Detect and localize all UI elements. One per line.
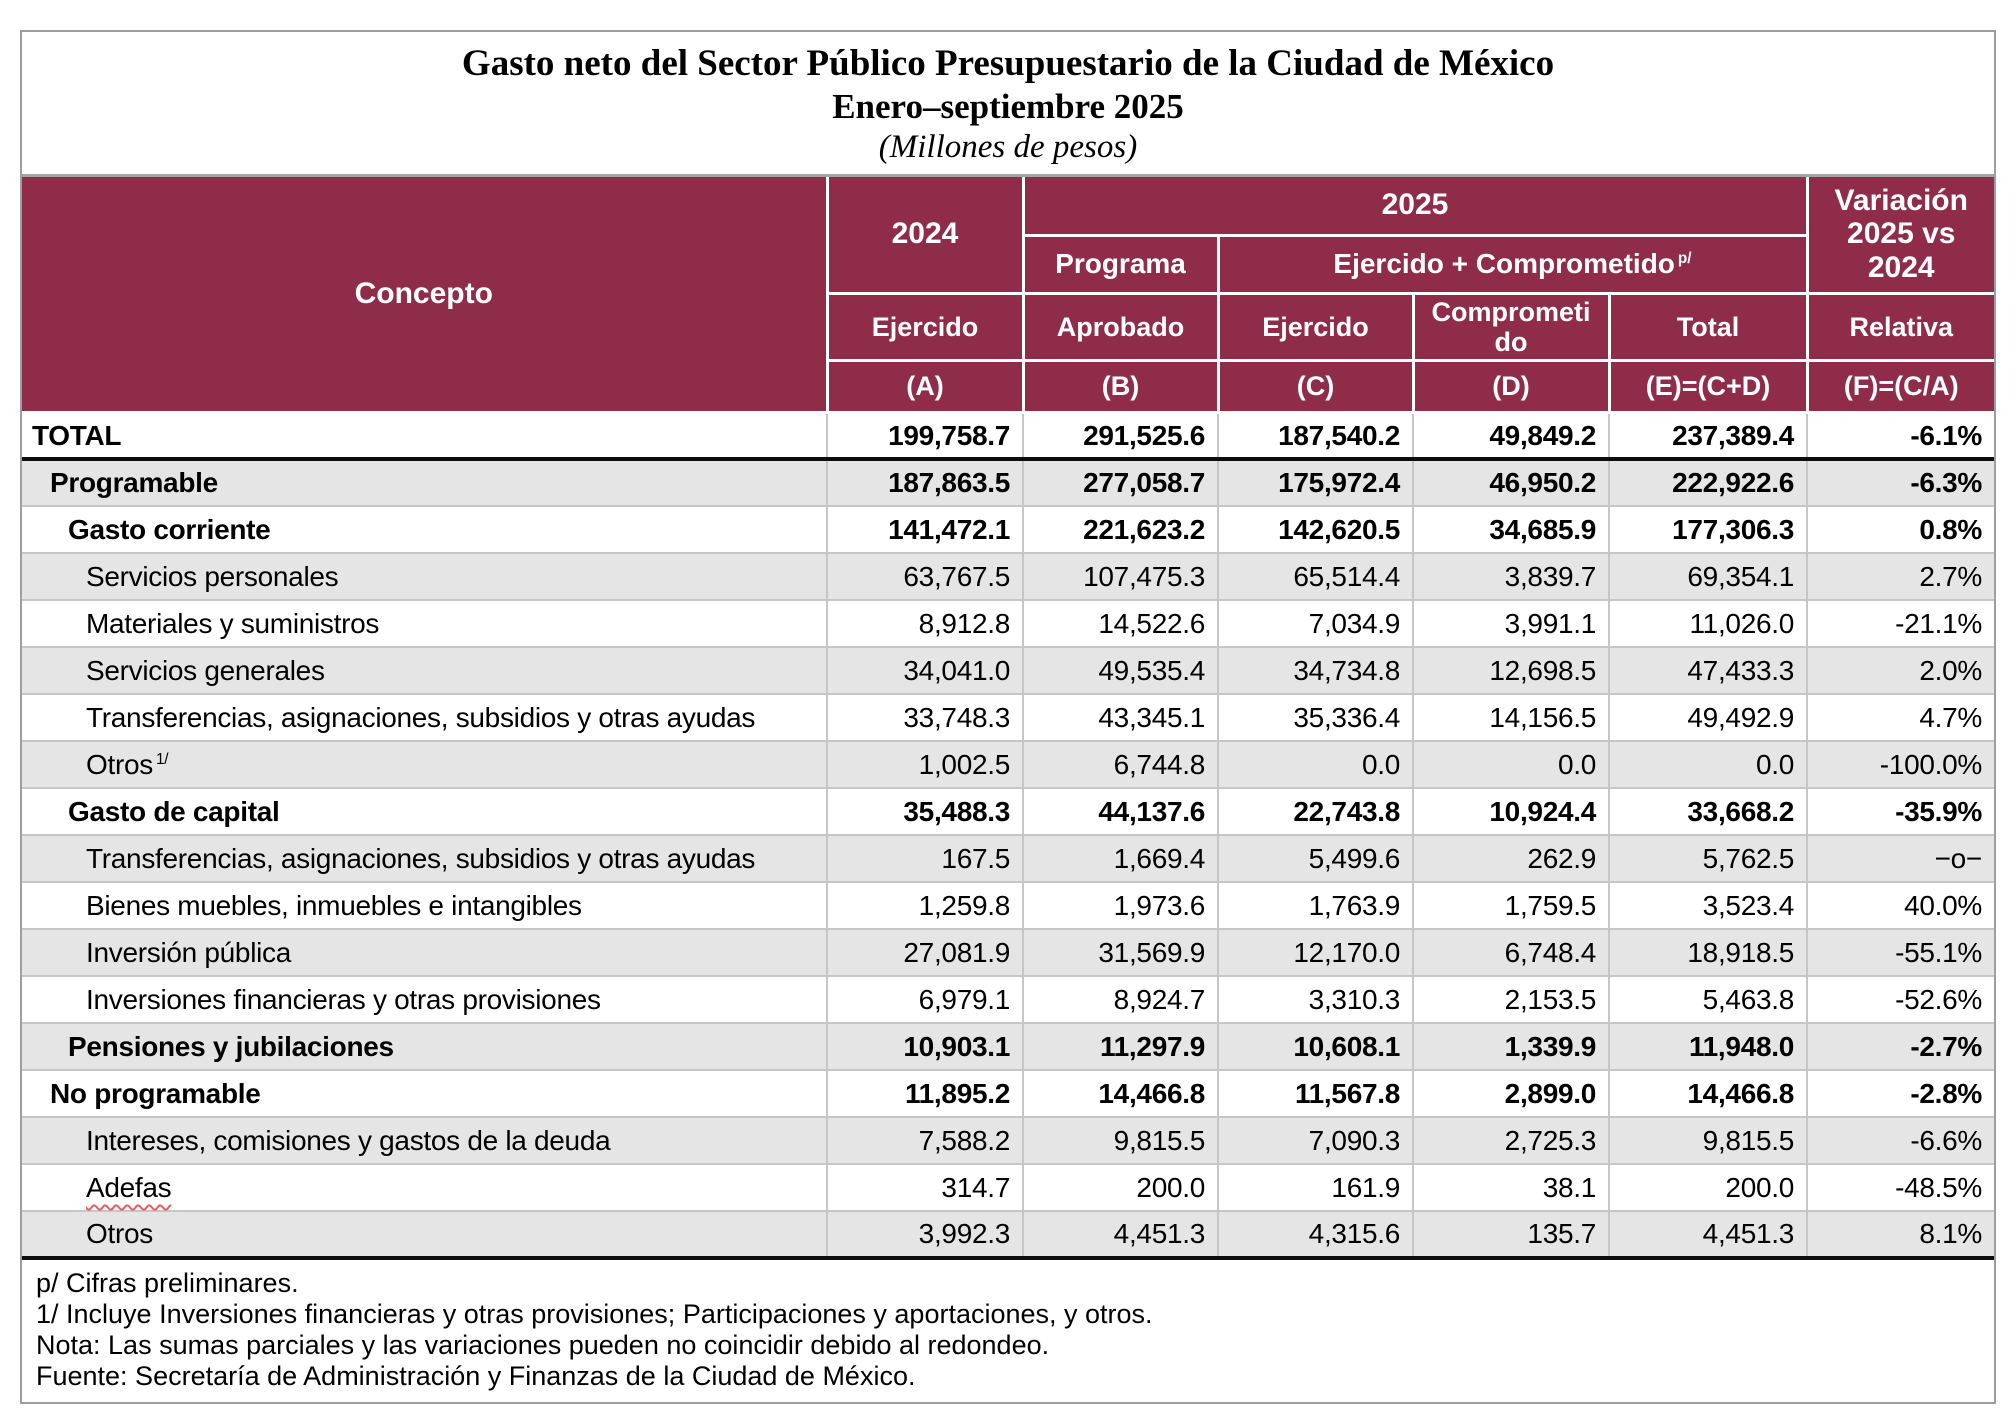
value-cell: 7,588.2	[827, 1117, 1023, 1164]
value-cell: 43,345.1	[1023, 694, 1218, 741]
concept-cell	[22, 600, 827, 647]
table-body	[22, 412, 1994, 1258]
concept-cell	[22, 835, 827, 882]
value-cell: 1,763.9	[1218, 882, 1413, 929]
report-subtitle-period: Enero–septiembre 2025	[832, 87, 1184, 126]
value-cell: 38.1	[1413, 1164, 1609, 1211]
report-frame	[20, 30, 1996, 1404]
letter-col-c: (C)	[1218, 360, 1413, 412]
value-cell: 34,734.8	[1218, 647, 1413, 694]
value-cell: -6.1%	[1807, 412, 1994, 459]
value-cell: 11,297.9	[1023, 1023, 1218, 1070]
value-cell: 49,849.2	[1413, 412, 1609, 459]
value-cell: 8,912.8	[827, 600, 1023, 647]
value-cell: −o−	[1807, 835, 1994, 882]
concept-label: Otros	[86, 748, 153, 780]
table-row	[22, 1117, 1994, 1164]
column-header-2025: 2025	[1023, 177, 1807, 235]
subheader-ejercido-2025: Ejercido	[1218, 293, 1413, 360]
concept-label: Gasto de capital	[68, 795, 280, 827]
subheader-relativa: Relativa	[1807, 293, 1994, 360]
subheader-ejercido-2024: Ejercido	[827, 293, 1023, 360]
table-row	[22, 1070, 1994, 1117]
value-cell: 1,759.5	[1413, 882, 1609, 929]
subheader-comprometido: Comprometido	[1413, 293, 1609, 360]
value-cell: 6,748.4	[1413, 929, 1609, 976]
footnote-otros-definition: 1/ Incluye Inversiones financieras y otras provisiones; Participaciones y aportaciones, y otros.	[36, 1299, 1153, 1330]
concept-cell	[22, 1164, 827, 1211]
concept-label: Adefas	[86, 1171, 172, 1203]
column-header-2024: 2024	[827, 177, 1023, 293]
value-cell: -6.6%	[1807, 1117, 1994, 1164]
concept-cell	[22, 647, 827, 694]
concept-cell	[22, 929, 827, 976]
table-row	[22, 506, 1994, 553]
value-cell: 8.1%	[1807, 1211, 1994, 1258]
value-cell: -55.1%	[1807, 929, 1994, 976]
table-row	[22, 835, 1994, 882]
value-cell: 1,259.8	[827, 882, 1023, 929]
value-cell: 187,863.5	[827, 459, 1023, 506]
table-row	[22, 741, 1994, 788]
table-row	[22, 647, 1994, 694]
value-cell: 11,567.8	[1218, 1070, 1413, 1117]
value-cell: 3,991.1	[1413, 600, 1609, 647]
letter-col-e: (E)=(C+D)	[1609, 360, 1807, 412]
value-cell: 11,895.2	[827, 1070, 1023, 1117]
concept-cell	[22, 1211, 827, 1258]
table-row	[22, 412, 1994, 459]
value-cell: 0.0	[1218, 741, 1413, 788]
concept-cell	[22, 882, 827, 929]
value-cell: 107,475.3	[1023, 553, 1218, 600]
table-row	[22, 1023, 1994, 1070]
concept-cell	[22, 1117, 827, 1164]
value-cell: -100.0%	[1807, 741, 1994, 788]
table-row	[22, 1164, 1994, 1211]
concept-cell	[22, 553, 827, 600]
table-row	[22, 459, 1994, 506]
value-cell: 12,170.0	[1218, 929, 1413, 976]
value-cell: 1,339.9	[1413, 1023, 1609, 1070]
concept-cell	[22, 459, 827, 506]
value-cell: 222,922.6	[1609, 459, 1807, 506]
concept-label: TOTAL	[32, 419, 122, 451]
value-cell: 4,315.6	[1218, 1211, 1413, 1258]
concept-cell	[22, 976, 827, 1023]
value-cell: 161.9	[1218, 1164, 1413, 1211]
value-cell: 2,725.3	[1413, 1117, 1609, 1164]
value-cell: 8,924.7	[1023, 976, 1218, 1023]
footnotes	[22, 1260, 1994, 1402]
value-cell: 2.0%	[1807, 647, 1994, 694]
value-cell: 7,034.9	[1218, 600, 1413, 647]
value-cell: -21.1%	[1807, 600, 1994, 647]
letter-col-b: (B)	[1023, 360, 1218, 412]
column-header-ejercido-comprometido	[1218, 235, 1807, 293]
value-cell: 2,153.5	[1413, 976, 1609, 1023]
concept-cell	[22, 694, 827, 741]
value-cell: 1,002.5	[827, 741, 1023, 788]
value-cell: 141,472.1	[827, 506, 1023, 553]
table-row	[22, 694, 1994, 741]
value-cell: 22,743.8	[1218, 788, 1413, 835]
value-cell: 31,569.9	[1023, 929, 1218, 976]
budget-table	[22, 177, 1994, 1260]
value-cell: 5,499.6	[1218, 835, 1413, 882]
value-cell: 49,492.9	[1609, 694, 1807, 741]
column-header-programa: Programa	[1023, 235, 1218, 293]
value-cell: 14,522.6	[1023, 600, 1218, 647]
concept-label: Pensiones y jubilaciones	[68, 1030, 394, 1062]
value-cell: 3,992.3	[827, 1211, 1023, 1258]
report-title: Gasto neto del Sector Público Presupuestario de la Ciudad de México	[461, 43, 1555, 84]
concept-label: Programable	[50, 467, 218, 499]
value-cell: 10,924.4	[1413, 788, 1609, 835]
value-cell: 7,090.3	[1218, 1117, 1413, 1164]
concept-label: Inversión pública	[86, 936, 292, 968]
value-cell: -35.9%	[1807, 788, 1994, 835]
value-cell: 27,081.9	[827, 929, 1023, 976]
value-cell: 10,608.1	[1218, 1023, 1413, 1070]
value-cell: -48.5%	[1807, 1164, 1994, 1211]
preliminary-superscript: p/	[1677, 249, 1692, 267]
concept-label: Transferencias, asignaciones, subsidios y otras ayudas	[86, 701, 756, 733]
value-cell: 6,744.8	[1023, 741, 1218, 788]
value-cell: 69,354.1	[1609, 553, 1807, 600]
value-cell: 4.7%	[1807, 694, 1994, 741]
units-note: (Millones de pesos)	[878, 129, 1138, 165]
footnote-preliminary: p/ Cifras preliminares.	[36, 1268, 299, 1299]
value-cell: 34,685.9	[1413, 506, 1609, 553]
concept-label: Materiales y suministros	[86, 607, 380, 639]
table-row	[22, 1211, 1994, 1258]
value-cell: 34,041.0	[827, 647, 1023, 694]
value-cell: 262.9	[1413, 835, 1609, 882]
value-cell: 44,137.6	[1023, 788, 1218, 835]
value-cell: 177,306.3	[1609, 506, 1807, 553]
value-cell: 35,336.4	[1218, 694, 1413, 741]
concept-cell	[22, 788, 827, 835]
value-cell: 11,948.0	[1609, 1023, 1807, 1070]
value-cell: 142,620.5	[1218, 506, 1413, 553]
ejercido-comprometido-label: Ejercido + Comprometido	[1333, 248, 1675, 280]
value-cell: 35,488.3	[827, 788, 1023, 835]
table-row	[22, 976, 1994, 1023]
table-header	[22, 177, 1994, 412]
letter-col-f: (F)=(C/A)	[1807, 360, 1994, 412]
value-cell: 135.7	[1413, 1211, 1609, 1258]
concept-label: Transferencias, asignaciones, subsidios y otras ayudas	[86, 842, 756, 874]
value-cell: 3,310.3	[1218, 976, 1413, 1023]
footnote-source: Fuente: Secretaría de Administración y Finanzas de la Ciudad de México.	[36, 1361, 916, 1392]
value-cell: 0.0	[1413, 741, 1609, 788]
header-row-years	[22, 177, 1994, 235]
value-cell: 200.0	[1023, 1164, 1218, 1211]
value-cell: 9,815.5	[1023, 1117, 1218, 1164]
value-cell: 14,156.5	[1413, 694, 1609, 741]
table-row	[22, 882, 1994, 929]
footnote-rounding-note: Nota: Las sumas parciales y las variaciones pueden no coincidir debido al redondeo.	[36, 1330, 1050, 1361]
value-cell: -52.6%	[1807, 976, 1994, 1023]
value-cell: 65,514.4	[1218, 553, 1413, 600]
concept-cell	[22, 412, 827, 459]
value-cell: 5,463.8	[1609, 976, 1807, 1023]
value-cell: 2.7%	[1807, 553, 1994, 600]
concept-label: Servicios personales	[86, 560, 339, 592]
value-cell: 291,525.6	[1023, 412, 1218, 459]
concept-label: No programable	[50, 1077, 261, 1109]
value-cell: 167.5	[827, 835, 1023, 882]
concept-label: Bienes muebles, inmuebles e intangibles	[86, 889, 582, 921]
value-cell: 3,839.7	[1413, 553, 1609, 600]
table-row	[22, 788, 1994, 835]
value-cell: 5,762.5	[1609, 835, 1807, 882]
value-cell: 3,523.4	[1609, 882, 1807, 929]
value-cell: 49,535.4	[1023, 647, 1218, 694]
letter-col-a: (A)	[827, 360, 1023, 412]
value-cell: 0.0	[1609, 741, 1807, 788]
value-cell: 33,668.2	[1609, 788, 1807, 835]
value-cell: 47,433.3	[1609, 647, 1807, 694]
value-cell: 0.8%	[1807, 506, 1994, 553]
table-row	[22, 929, 1994, 976]
concept-label: Otros	[86, 1218, 153, 1250]
concept-cell	[22, 741, 827, 788]
table-row	[22, 600, 1994, 647]
value-cell: 199,758.7	[827, 412, 1023, 459]
value-cell: 33,748.3	[827, 694, 1023, 741]
concept-footnote-marker: 1/	[155, 750, 169, 768]
value-cell: 277,058.7	[1023, 459, 1218, 506]
value-cell: -2.7%	[1807, 1023, 1994, 1070]
value-cell: 175,972.4	[1218, 459, 1413, 506]
value-cell: 237,389.4	[1609, 412, 1807, 459]
value-cell: 14,466.8	[1023, 1070, 1218, 1117]
value-cell: -2.8%	[1807, 1070, 1994, 1117]
value-cell: 314.7	[827, 1164, 1023, 1211]
value-cell: 6,979.1	[827, 976, 1023, 1023]
subheader-total: Total	[1609, 293, 1807, 360]
report-title-block	[22, 32, 1994, 177]
table-row	[22, 553, 1994, 600]
value-cell: 200.0	[1609, 1164, 1807, 1211]
value-cell: 10,903.1	[827, 1023, 1023, 1070]
concept-label: Intereses, comisiones y gastos de la deuda	[86, 1124, 611, 1156]
value-cell: 14,466.8	[1609, 1070, 1807, 1117]
value-cell: 1,973.6	[1023, 882, 1218, 929]
concept-label: Inversiones financieras y otras provisiones	[86, 983, 601, 1015]
column-header-variacion: Variación 2025 vs 2024	[1807, 177, 1994, 293]
value-cell: 11,026.0	[1609, 600, 1807, 647]
value-cell: 1,669.4	[1023, 835, 1218, 882]
value-cell: 4,451.3	[1609, 1211, 1807, 1258]
concept-label: Servicios generales	[86, 654, 325, 686]
column-header-concepto: Concepto	[22, 177, 827, 412]
concept-cell	[22, 1023, 827, 1070]
concept-cell	[22, 1070, 827, 1117]
value-cell: 63,767.5	[827, 553, 1023, 600]
concept-label: Gasto corriente	[68, 513, 271, 545]
value-cell: 221,623.2	[1023, 506, 1218, 553]
value-cell: -6.3%	[1807, 459, 1994, 506]
value-cell: 4,451.3	[1023, 1211, 1218, 1258]
value-cell: 187,540.2	[1218, 412, 1413, 459]
value-cell: 40.0%	[1807, 882, 1994, 929]
value-cell: 18,918.5	[1609, 929, 1807, 976]
subheader-aprobado: Aprobado	[1023, 293, 1218, 360]
value-cell: 2,899.0	[1413, 1070, 1609, 1117]
letter-col-d: (D)	[1413, 360, 1609, 412]
value-cell: 12,698.5	[1413, 647, 1609, 694]
value-cell: 9,815.5	[1609, 1117, 1807, 1164]
concept-cell	[22, 506, 827, 553]
value-cell: 46,950.2	[1413, 459, 1609, 506]
